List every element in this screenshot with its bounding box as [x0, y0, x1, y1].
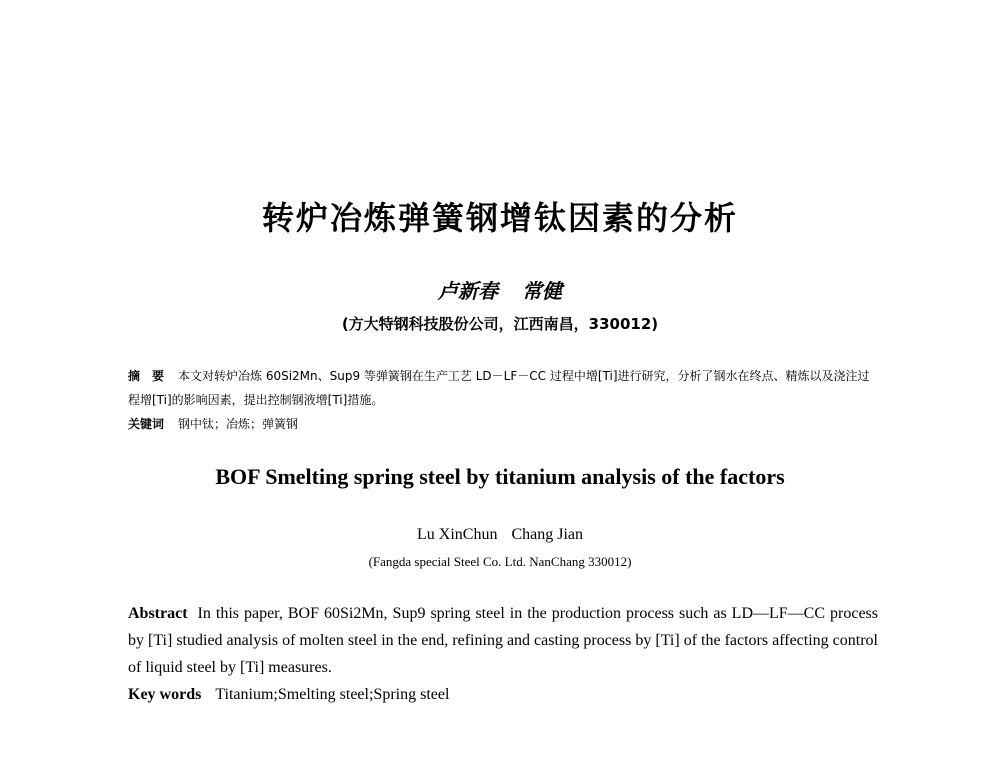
english-keywords-text: Titanium;Smelting steel;Spring steel — [215, 686, 450, 703]
english-abstract-label: Abstract — [128, 605, 188, 622]
chinese-affiliation: (方大特钢科技股份公司，江西南昌，330012) — [341, 315, 659, 333]
english-keywords — [128, 683, 878, 707]
chinese-abstract — [128, 364, 880, 412]
english-author-1: Lu XinChun — [417, 526, 498, 543]
english-authors — [0, 526, 1000, 544]
english-title: BOF Smelting spring steel by titanium analysis of the factors — [215, 464, 785, 489]
english-keywords-label: Key words — [128, 686, 202, 703]
english-affiliation: (Fangda special Steel Co. Ltd. NanChang 330012) — [368, 554, 632, 569]
chinese-abstract-label: 摘 要 — [128, 369, 165, 383]
chinese-keywords-text: 钢中钛；冶炼；弹簧钢 — [178, 417, 299, 431]
chinese-title: 转炉冶炼弹簧钢增钛因素的分析 — [261, 199, 738, 237]
chinese-abstract-text: 本文对转炉冶炼 60Si2Mn、Sup9 等弹簧钢在生产工艺 LD－LF－CC 过程中增[Ti]进行研究，分析了钢水在终点、精炼以及浇注过程增[Ti]的影响因素，提出控制钢液增[Ti]措施。 — [128, 369, 870, 407]
english-author-2: Chang Jian — [511, 526, 583, 543]
chinese-authors — [0, 275, 1000, 304]
chinese-keywords-label: 关键词 — [128, 417, 165, 431]
chinese-author-1: 卢新春 — [438, 279, 498, 303]
english-abstract-text: In this paper, BOF 60Si2Mn, Sup9 spring steel in the production process such as LD—LF—CC process by [Ti] studied analysis of molten steel in the end, refining and casting process by [Ti] of the factors affecting control of liquid steel by [Ti] measures. — [128, 605, 878, 676]
chinese-author-2: 常健 — [522, 279, 562, 303]
chinese-keywords — [128, 412, 880, 436]
english-abstract — [128, 600, 878, 681]
